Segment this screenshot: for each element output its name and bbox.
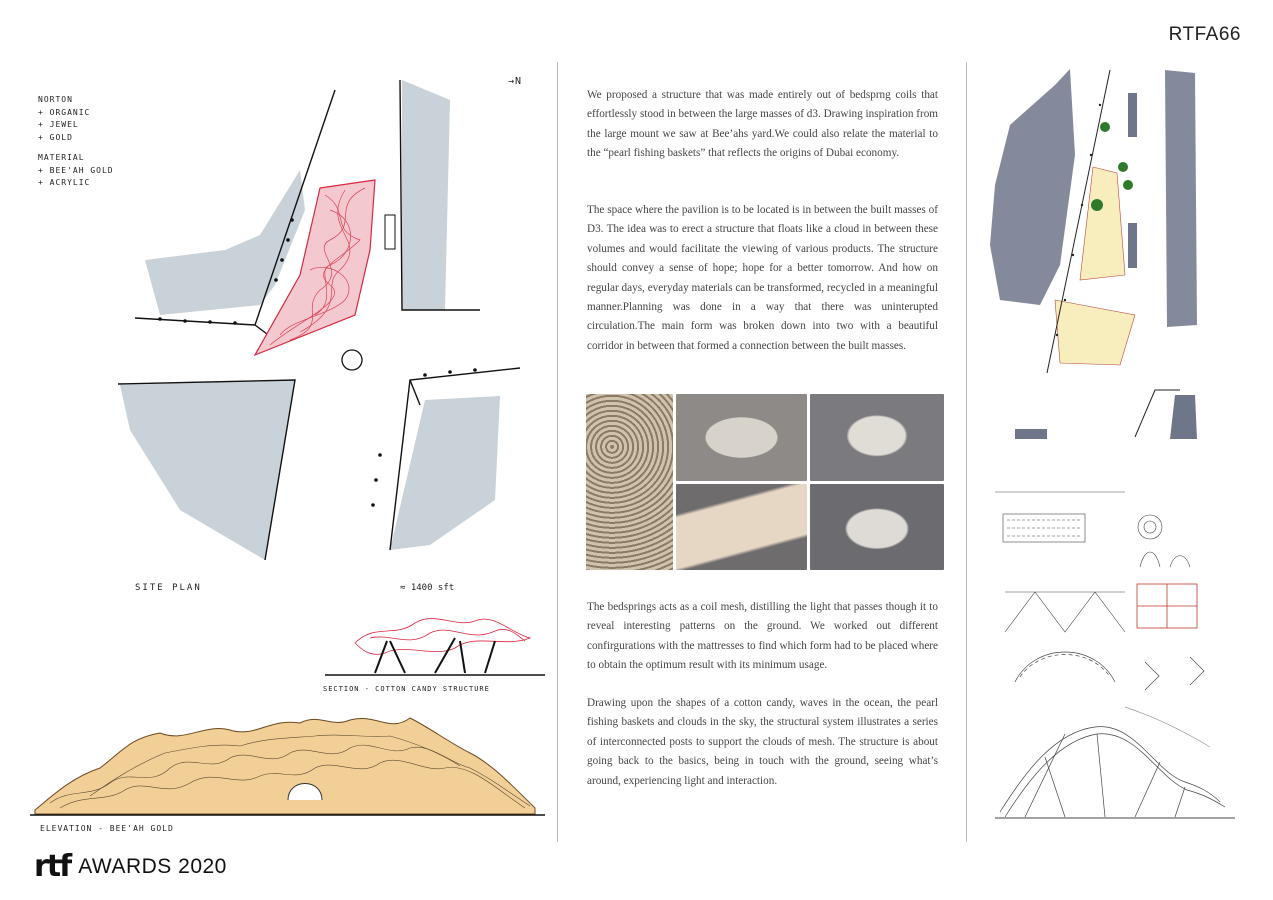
site-layout-map xyxy=(985,65,1200,445)
roundabout xyxy=(342,350,362,370)
section-sketch xyxy=(315,603,555,683)
note-line: + GOLD xyxy=(38,132,73,142)
site-plan-caption: SITE PLAN xyxy=(135,583,202,593)
paragraph-coil-mesh: The bedsprings acts as a coil mesh, distilling the light that passes though it to reveal interesting patterns on the ground. We worked out different confirgurations with the mattresses to find which form had to be placed where to obtain the optimum result with its minimum usage. xyxy=(587,601,938,672)
rtf-logo: rtf xyxy=(34,849,71,884)
building-mass-ne xyxy=(402,80,450,310)
tree xyxy=(1118,162,1128,172)
tree xyxy=(1091,199,1103,211)
photo-grid xyxy=(586,394,944,570)
pad-south xyxy=(1055,300,1135,365)
note-line: + ORGANIC xyxy=(38,107,91,117)
building-mass-sw xyxy=(120,380,295,560)
note-line: + BEE'AH GOLD xyxy=(38,165,114,175)
paragraph-concept: We proposed a structure that was made entirely out of bedsprng coils that effortlessly stood in between the large masses of d3. Drawing inspiration from the large mount we saw at Bee’ahs yard.We could also relate the material to the “pearl fishing baskets” that reflects the origins of Dubai economy. xyxy=(587,89,938,160)
elevation-drawing xyxy=(30,708,550,838)
dark-bar-south-west xyxy=(1015,429,1047,439)
coil-closeup-photo xyxy=(586,394,673,570)
north-arrow: →N xyxy=(508,76,523,87)
structural-sketch-sheet xyxy=(985,472,1245,837)
elevation-caption: ELEVATION - BEE'AH GOLD xyxy=(40,824,174,833)
dark-mass-east xyxy=(1165,70,1197,327)
tree xyxy=(1100,122,1110,132)
dark-bar-middle xyxy=(1128,223,1137,268)
mesh-model-photo-1 xyxy=(676,394,807,481)
mesh-model-photo-3 xyxy=(676,484,807,570)
building-mass-se xyxy=(390,396,500,550)
mesh-model-photo-2 xyxy=(810,394,944,481)
section-caption: SECTION - COTTON CANDY STRUCTURE xyxy=(323,685,490,693)
scale-note: ≈ 1400 sft xyxy=(400,583,455,593)
dark-mass-south-east xyxy=(1170,395,1197,439)
site-plan-panel xyxy=(30,70,550,610)
project-code: RTFA66 xyxy=(1168,24,1241,45)
paragraph-structure: Drawing upon the shapes of a cotton candy, waves in the ocean, the pearl fishing baskets and clouds in the sky, the structural system illustrates a series of interconnected posts to support the clouds of mesh. The structure is about going back to the basics, being in touch with the ground, seeing what’s around, experiencing light and interaction. xyxy=(587,697,938,787)
building-mass-nw xyxy=(145,170,305,315)
elevation-sketch xyxy=(30,708,550,823)
note-line: NORTON xyxy=(38,95,73,104)
awards-label: AWARDS 2020 xyxy=(78,855,227,878)
dark-mass-west xyxy=(990,69,1075,305)
structural-sketches xyxy=(985,472,1245,837)
column-divider-right xyxy=(966,62,967,842)
column-divider-left xyxy=(557,62,558,842)
site-plan-drawing xyxy=(30,70,550,610)
dark-bar-north xyxy=(1128,93,1137,137)
section-drawing xyxy=(315,603,555,703)
paragraph-site: The space where the pavilion is to be located is in between the built masses of D3. The idea was to erect a structure that floats like a cloud in between these volumes and would facilitate the viewing of various products. The structure should convey a sense of hope; hope for a better tomorrow. And how on regular days, everyday materials can be transformed, recycled in a meaningful manner.Planning was done in a way that there was uninterupted circulation.The main form was broken down into two with a beautiful corridor in between that formed a connection between the built masses. xyxy=(587,204,938,352)
mesh-model-photo-4 xyxy=(810,484,944,570)
tree xyxy=(1123,180,1133,190)
note-line: + ACRYLIC xyxy=(38,178,91,187)
footer-brand xyxy=(34,849,227,884)
note-line: MATERIAL xyxy=(38,153,85,162)
note-line: + JEWEL xyxy=(38,120,79,129)
